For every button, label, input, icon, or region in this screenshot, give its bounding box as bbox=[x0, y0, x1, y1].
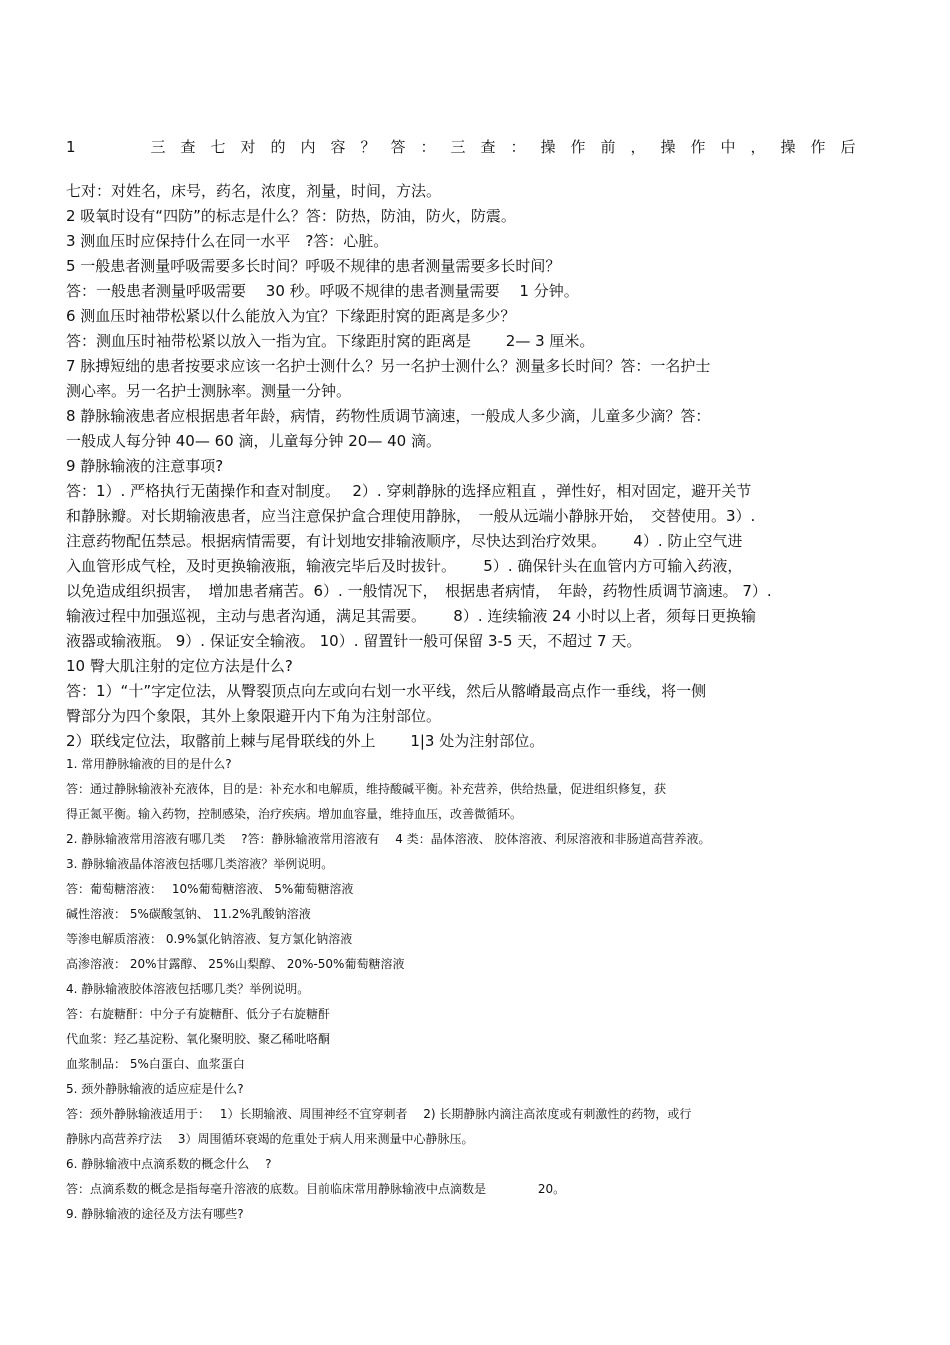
text-line: 答：葡萄糖溶液： 10%葡萄糖溶液、 5%葡萄糖溶液 bbox=[66, 882, 354, 896]
text-line: 液器或输液瓶。 9）. 保证安全输液。 10）. 留置针一般可保留 3-5 天，不超过 7 天。 bbox=[66, 632, 642, 650]
text-line: 入血管形成气栓，及时更换输液瓶，输液完毕后及时拔针。 5）. 确保针头在血管内方可输入药液， bbox=[66, 557, 743, 575]
text-line: 8 静脉输液患者应根据患者年龄，病情，药物性质调节滴速，一般成人多少滴，儿童多少滴？答： bbox=[66, 407, 711, 425]
text-line: 答：颈外静脉输液适用于： 1）长期输液、周围神经不宜穿刺者 2) 长期静脉内滴注高浓度或有刺激性的药物，或行 bbox=[66, 1107, 692, 1121]
text-line: 高渗溶液： 20%甘露醇、 25%山梨醇、 20%-50%葡萄糖溶液 bbox=[66, 957, 405, 971]
text-line: 代血浆：羟乙基淀粉、氧化聚明胶、聚乙稀吡咯酮 bbox=[66, 1032, 331, 1046]
text-line: 6. 静脉输液中点滴系数的概念什么 ? bbox=[66, 1157, 272, 1171]
text-line: 2）联线定位法，取髂前上棘与尾骨联线的外上 1|3 处为注射部位。 bbox=[66, 732, 545, 750]
text-line: 2. 静脉输液常用溶液有哪几类 ?答：静脉输液常用溶液有 4 类：晶体溶液、 胶体溶液、利尿溶液和非肠道高营养液。 bbox=[66, 832, 711, 846]
text-line: 1. 常用静脉输液的目的是什么? bbox=[66, 757, 232, 771]
text-line: 注意药物配伍禁忌。根据病情需要，有计划地安排输液顺序，尽快达到治疗效果。 4）. 防止空气进 bbox=[66, 532, 743, 550]
text-line: 1 三查七对的内容？答：三查：操作前，操作中，操作后 bbox=[66, 138, 871, 156]
text-line: 测心率。另一名护士测脉率。测量一分钟。 bbox=[66, 382, 352, 400]
text-line: 臀部分为四个象限，其外上象限避开内下角为注射部位。 bbox=[66, 707, 442, 725]
text-line: 2 吸氧时设有“四防”的标志是什么？答：防热，防油，防火，防震。 bbox=[66, 207, 516, 225]
text-line: 3. 静脉输液晶体溶液包括哪几类溶液？举例说明。 bbox=[66, 857, 334, 871]
text-line: 6 测血压时袖带松紧以什么能放入为宜？下缘距肘窝的距离是多少？ bbox=[66, 307, 516, 325]
text-line: 10 臀大肌注射的定位方法是什么? bbox=[66, 657, 293, 675]
text-line: 一般成人每分钟 40— 60 滴，儿童每分钟 20— 40 滴。 bbox=[66, 432, 441, 450]
text-line: 5 一般患者测量呼吸需要多长时间？呼吸不规律的患者测量需要多长时间？ bbox=[66, 257, 561, 275]
text-line: 输液过程中加强巡视，主动与患者沟通，满足其需要。 8）. 连续输液 24 小时以上者，须每日更换输 bbox=[66, 607, 756, 625]
text-line: 以免造成组织损害， 增加患者痛苦。6）. 一般情况下， 根据患者病情， 年龄，药物性质调节滴速。 7）. bbox=[66, 582, 772, 600]
text-line: 4. 静脉输液胶体溶液包括哪几类？举例说明。 bbox=[66, 982, 310, 996]
text-line: 碱性溶液： 5%碳酸氢钠、 11.2%乳酸钠溶液 bbox=[66, 907, 311, 921]
text-line: 答：1）. 严格执行无菌操作和查对制度。 2）. 穿刺静脉的选择应粗直 ，弹性好，相对固定，避开关节 bbox=[66, 482, 752, 500]
text-line: 血浆制品： 5%白蛋白、血浆蛋白 bbox=[66, 1057, 245, 1071]
text-line: 9 静脉输液的注意事项? bbox=[66, 457, 224, 475]
text-line: 等渗电解质溶液： 0.9%氯化钠溶液、复方氯化钠溶液 bbox=[66, 932, 353, 946]
text-line: 和静脉瓣。对长期输液患者，应当注意保护盒合理使用静脉， 一般从远端小静脉开始， 交替使用。3）. bbox=[66, 507, 756, 525]
text-line: 答：测血压时袖带松紧以放入一指为宜。下缘距肘窝的距离是 2— 3 厘米。 bbox=[66, 332, 595, 350]
text-line: 答：1）“十”字定位法，从臀裂顶点向左或向右划一水平线，然后从髂嵴最高点作一垂线，将一侧 bbox=[66, 682, 707, 700]
text-line: 答：点滴系数的概念是指每毫升溶液的底数。目前临床常用静脉输液中点滴数是 20。 bbox=[66, 1182, 566, 1196]
text-line: 答：右旋糖酐：中分子有旋糖酐、低分子右旋糖酐 bbox=[66, 1007, 331, 1021]
text-line: 静脉内高营养疗法 3）周围循环衰竭的危重处于病人用来测量中心静脉压。 bbox=[66, 1132, 474, 1146]
text-line: 5. 颈外静脉输液的适应症是什么? bbox=[66, 1082, 244, 1096]
text-line: 答：一般患者测量呼吸需要 30 秒。呼吸不规律的患者测量需要 1 分钟。 bbox=[66, 282, 579, 300]
text-line: 3 测血压时应保持什么在同一水平 ?答：心脏。 bbox=[66, 232, 389, 250]
text-line: 七对：对姓名，床号，药名，浓度，剂量，时间，方法。 bbox=[66, 182, 442, 200]
text-line: 得正氮平衡。输入药物，控制感染，治疗疾病。增加血容量，维持血压，改善微循环。 bbox=[66, 807, 523, 821]
text-line: 7 脉搏短绌的患者按要求应该一名护士测什么？另一名护士测什么？测量多长时间？答：一名护士 bbox=[66, 357, 711, 375]
text-line: 9. 静脉输液的途径及方法有哪些? bbox=[66, 1207, 244, 1221]
text-line: 答：通过静脉输液补充液体，目的是：补充水和电解质，维持酸碱平衡。补充营养，供给热量，促进组织修复，获 bbox=[66, 782, 667, 796]
